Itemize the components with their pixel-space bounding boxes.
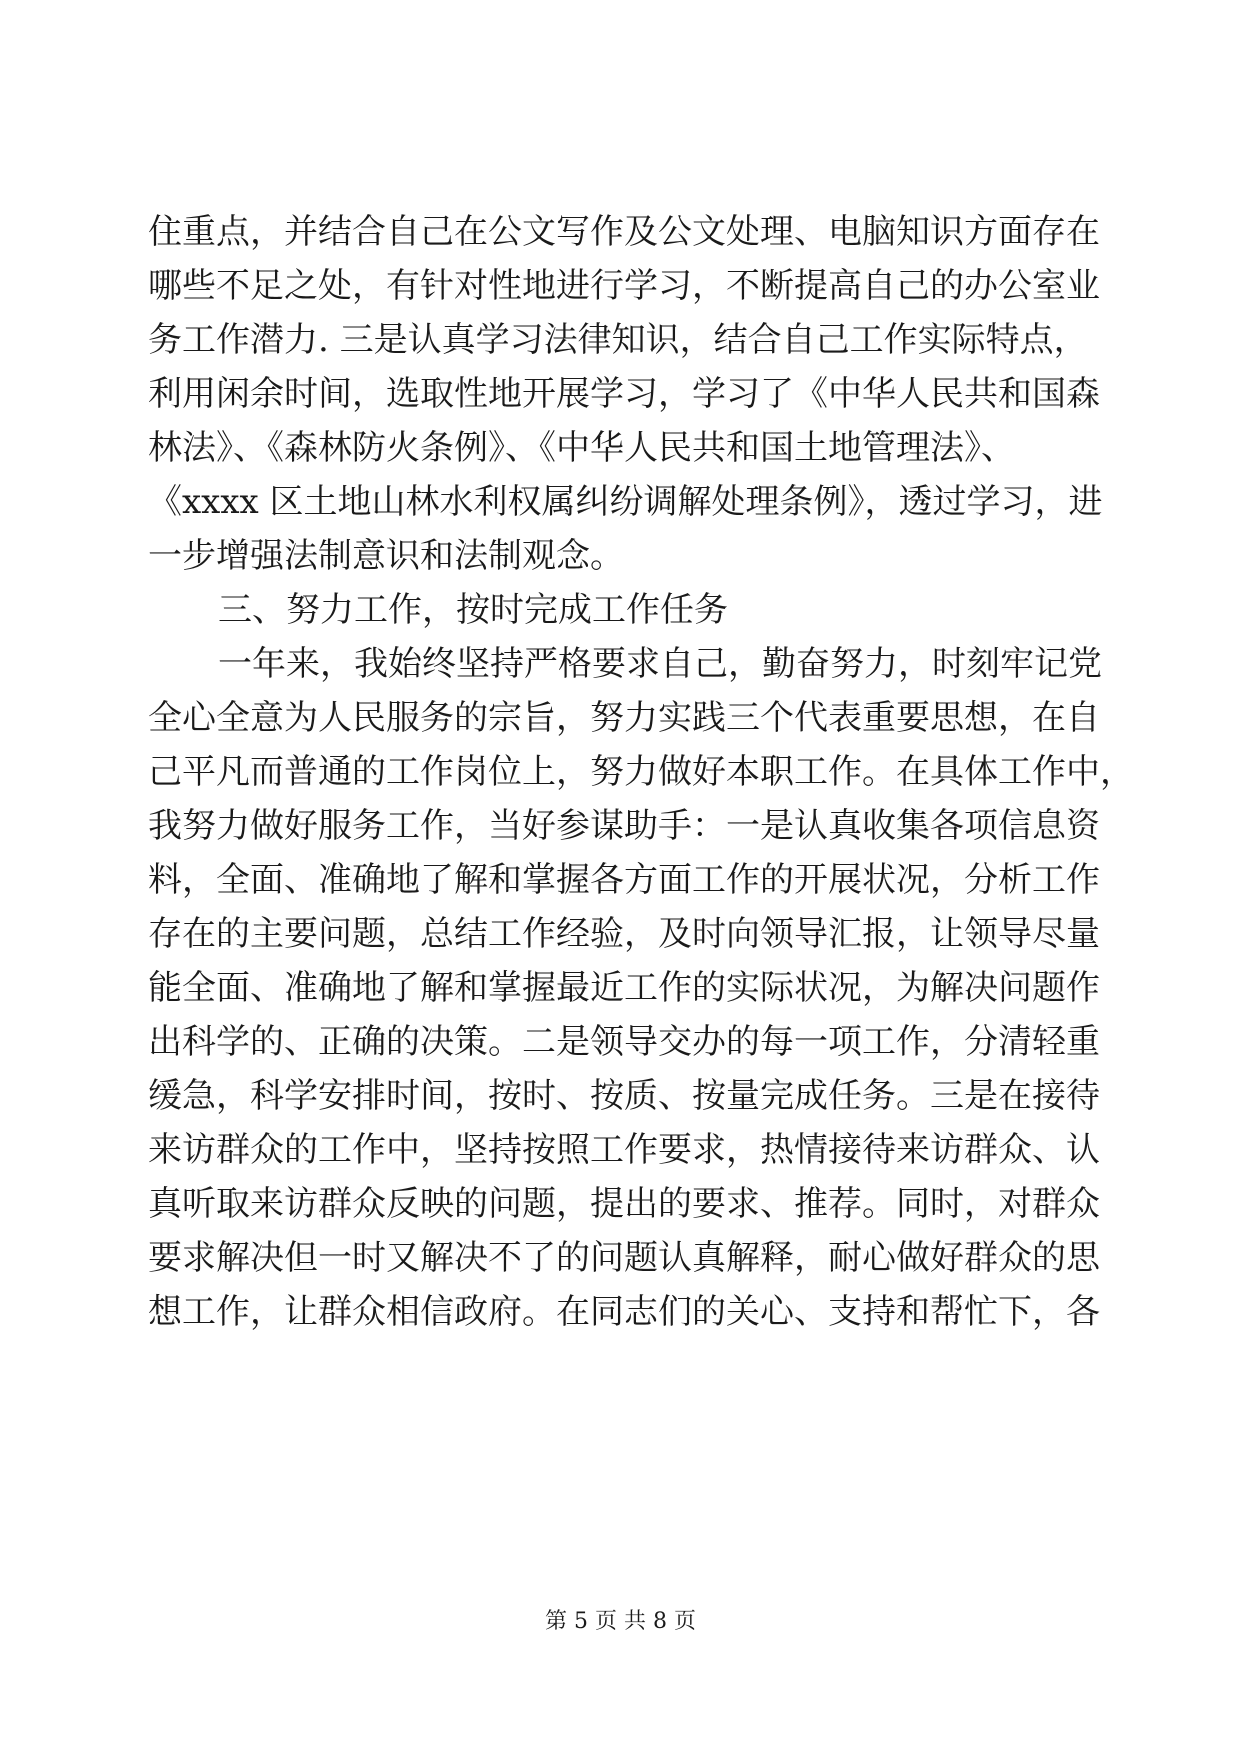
paragraph-first-line: 一年来，我始终坚持严格要求自己，勤奋努力，时刻牢记党: [218, 644, 1102, 684]
text-line: 全心全意为人民服务的宗旨，努力实践三个代表重要思想，在自: [148, 698, 1100, 738]
text-line: 来访群众的工作中，坚持按照工作要求，热情接待来访群众、认: [148, 1130, 1100, 1170]
text-line: 哪些不足之处，有针对性地进行学习，不断提高自己的办公室业: [148, 266, 1100, 306]
text-line: 料，全面、准确地了解和掌握各方面工作的开展状况，分析工作: [148, 860, 1100, 900]
text-line: 能全面、准确地了解和掌握最近工作的实际状况，为解决问题作: [148, 968, 1100, 1008]
text-line: 己平凡而普通的工作岗位上，努力做好本职工作。在具体工作中，: [148, 752, 1134, 792]
text-line: 要求解决但一时又解决不了的问题认真解释，耐心做好群众的思: [148, 1238, 1100, 1278]
text-line: 住重点，并结合自己在公文写作及公文处理、电脑知识方面存在: [148, 212, 1100, 252]
text-line: 想工作，让群众相信政府。在同志们的关心、支持和帮忙下，各: [148, 1292, 1100, 1332]
text-line: 存在的主要问题，总结工作经验，及时向领导汇报，让领导尽量: [148, 914, 1100, 954]
text-line: 我努力做好服务工作，当好参谋助手：一是认真收集各项信息资: [148, 806, 1100, 846]
text-line: 《xxxx 区土地山林水利权属纠纷调解处理条例》，透过学习，进: [148, 482, 1103, 522]
page-footer: 第 5 页 共 8 页: [545, 1609, 696, 1634]
text-line: 利用闲余时间，选取性地开展学习，学习了《中华人民共和国森: [148, 374, 1100, 414]
text-line: 林法》、《森林防火条例》、《中华人民共和国土地管理法》、: [148, 428, 1015, 468]
section-heading: 三、努力工作，按时完成工作任务: [218, 590, 728, 630]
text-line: 一步增强法制意识和法制观念。: [148, 536, 624, 576]
text-line: 缓急，科学安排时间，按时、按质、按量完成任务。三是在接待: [148, 1076, 1100, 1116]
text-line: 务工作潜力. 三是认真学习法律知识，结合自己工作实际特点，: [148, 320, 1088, 360]
text-line: 真听取来访群众反映的问题，提出的要求、推荐。同时，对群众: [148, 1184, 1100, 1224]
text-line: 出科学的、正确的决策。二是领导交办的每一项工作，分清轻重: [148, 1022, 1100, 1062]
